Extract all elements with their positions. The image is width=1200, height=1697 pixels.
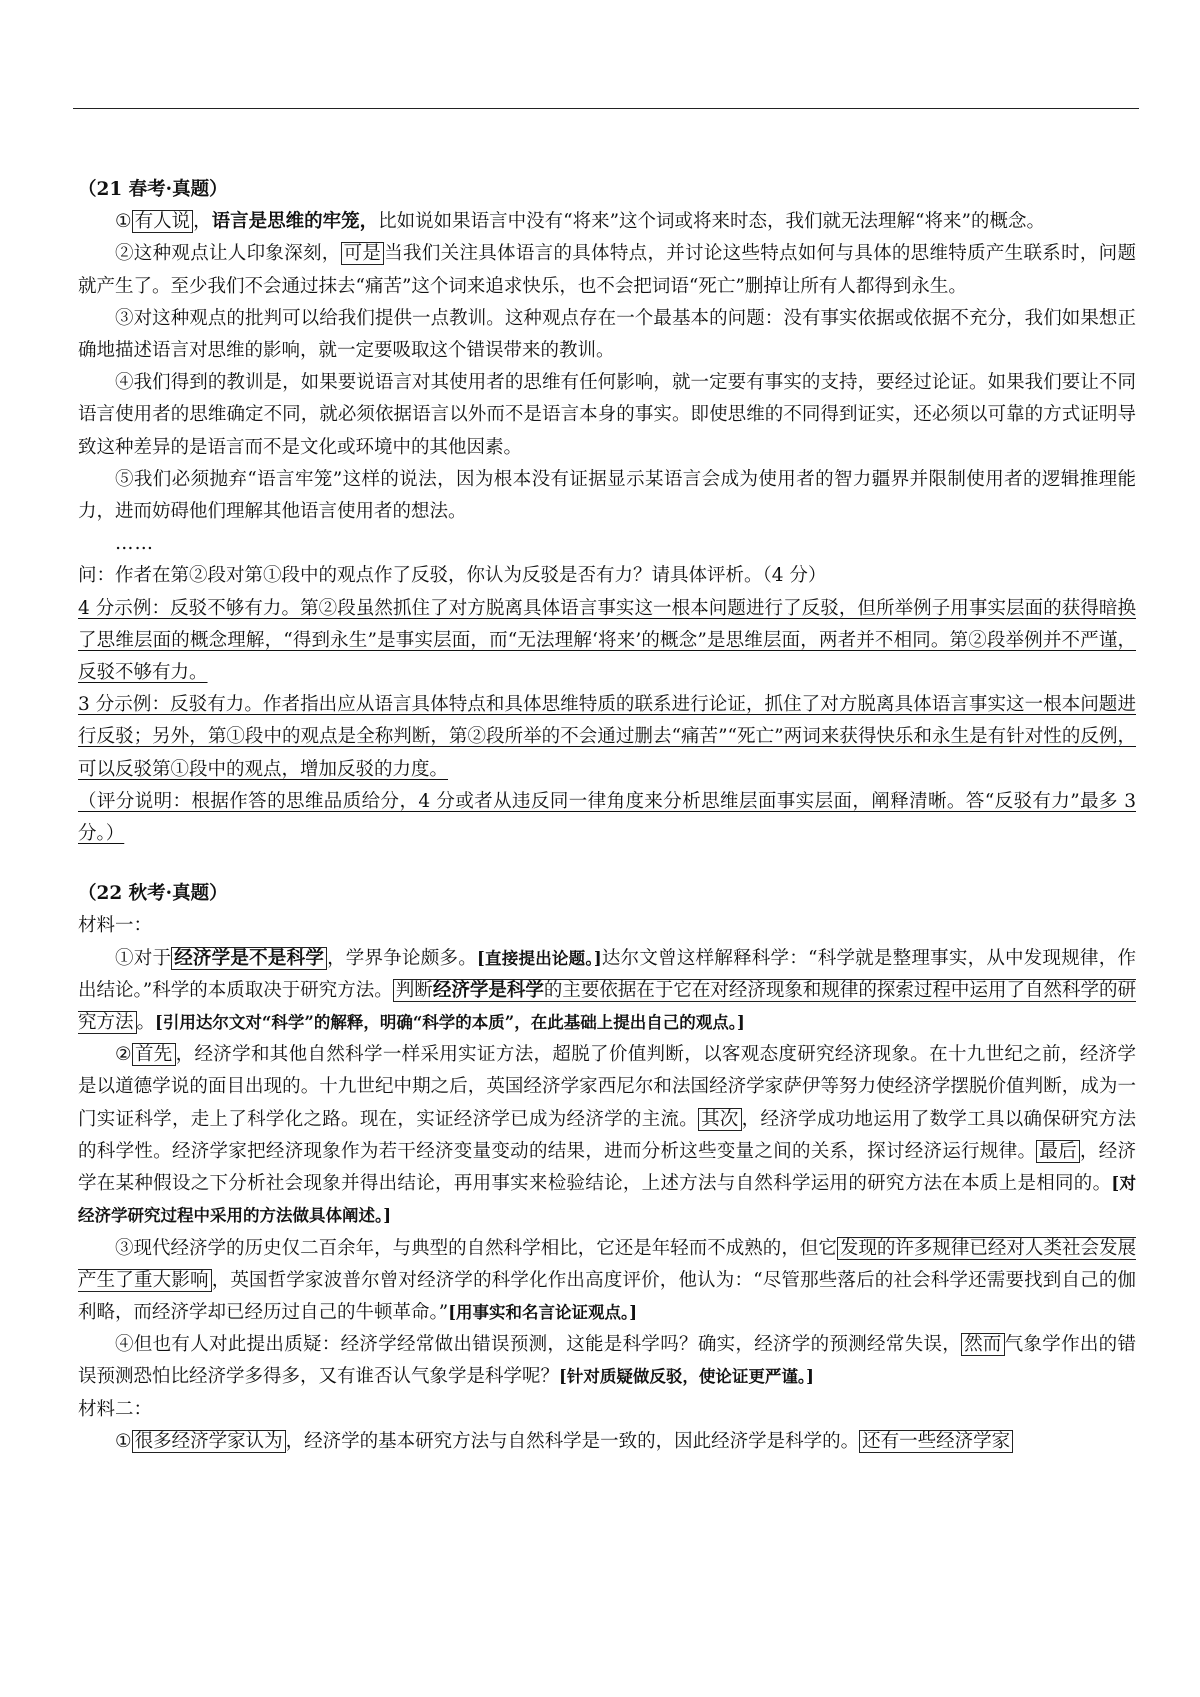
- material-2-label: 材料二：: [78, 1398, 153, 1420]
- s2-paragraph-1: [78, 943, 1136, 1040]
- s2-p2-b: ，经济学和其他自然科学一样采用实证方法，超脱了价值判断，以客观态度研究经济现象。在十九世纪之前，经济学是以道德学说的面目出现的。十九世纪中期之后，英国经济学家西尼尔和法国经济学家萨伊等努力使经济学摆脱价值判断，成为一门实证科学，走上了科学化之路。现在，实证经济学已成为经济学的主流。: [78, 1044, 1136, 1130]
- s2-p1-annotation-1: [直接提出论题。]: [476, 948, 602, 968]
- s1-p1-num: ①: [115, 211, 132, 233]
- s1-p2-a: ②这种观点让人印象深刻，: [115, 243, 341, 265]
- s1-p2-boxed: 可是: [341, 242, 385, 265]
- s2-p1-annotation-2: [引用达尔文对“科学”的解释，明确“科学的本质”，在此基础上提出自己的观点。]: [155, 1013, 745, 1033]
- s2-p3-annotation: [用事实和名言论证观点。]: [448, 1302, 638, 1322]
- s2-p4-boxed: 然而: [961, 1333, 1005, 1356]
- s2-p2-boxed-last: 最后: [1036, 1140, 1080, 1163]
- s2-p1-boxed-topic: 经济学是不是科学: [171, 947, 327, 970]
- s2-p5-boxed-2: 还有一些经济学家: [859, 1430, 1013, 1453]
- s2-p1-thesis-c: 的主要依据在于它在对经济现象和规律的探索过程中运用了自然科学的研究方法: [78, 979, 1136, 1034]
- s2-p1-b: ，学界争论颇多。: [327, 947, 477, 969]
- s1-p1-bold: 语言是思维的牢笼，: [211, 211, 379, 233]
- s2-p2-boxed-first: 首先: [132, 1043, 176, 1066]
- s2-p1-d: 。: [136, 1012, 156, 1034]
- s2-p1-thesis-bold: 经济学是科学: [432, 979, 544, 1001]
- s2-paragraph-3: [78, 1233, 1136, 1330]
- s1-paragraph-2: [78, 238, 1136, 302]
- s2-p5-a: ①: [115, 1430, 132, 1452]
- section-title-21: （21 春考·真题）: [78, 179, 228, 200]
- s1-p1-rest: 比如说如果语言中没有“将来”这个词或将来时态，我们就无法理解“将来”的概念。: [378, 211, 1045, 233]
- s1-scoring-note: （评分说明：根据作答的思维品质给分，4 分或者从违反同一律角度来分析思维层面事实层面，阐释清晰。答“反驳有力”最多 3 分。）: [78, 790, 1136, 845]
- s2-p1-thesis-a: 判断: [395, 979, 433, 1001]
- s1-question: 问：作者在第②段对第①段中的观点作了反驳，你认为反驳是否有力？请具体评析。（4 分）: [78, 565, 827, 587]
- s2-paragraph-2: [78, 1039, 1136, 1232]
- s2-p2-annotation: [对经济学研究过程中采用的方法做具体阐述。]: [78, 1174, 1136, 1226]
- s1-ellipsis: ……: [115, 533, 154, 555]
- s2-p5-boxed-1: 很多经济学家认为: [132, 1430, 286, 1453]
- s2-p4-b: 气象学作出的错误预测恐怕比经济学多得多，又有谁否认气象学是科学呢？: [78, 1334, 1136, 1388]
- s2-p1-a: ①对于: [115, 947, 172, 969]
- s2-paragraph-5: [78, 1426, 1136, 1458]
- s2-p2-c: ，经济学成功地运用了数学工具以确保研究方法的科学性。经济学家把经济现象作为若干经济变量变动的结果，进而分析这些变量之间的关系，探讨经济运行规律。: [78, 1108, 1136, 1162]
- s1-p2-b: 当我们关注具体语言的具体特点，并讨论这些特点如何与具体的思维特质产生联系时，问题就产生了。至少我们不会通过抹去“痛苦”这个词来追求快乐，也不会把词语“死亡”删掉让所有人都得到永生。: [78, 243, 1136, 297]
- s2-p1-c: 达尔文曾这样解释科学：“科学就是整理事实，从中发现规律，作出结论。”科学的本质取决于研究方法。: [78, 947, 1136, 1001]
- s2-p3-a: ③现代经济学的历史仅二百余年，与典型的自然科学相比，它还是年轻而不成熟的，但它: [115, 1237, 837, 1259]
- s2-p2-boxed-second: 其次: [698, 1108, 742, 1131]
- s1-paragraph-5: ⑤我们必须抛弃“语言牢笼”这样的说法，因为根本没有证据显示某语言会成为使用者的智力疆界并限制使用者的逻辑推理能力，进而妨碍他们理解其他语言使用者的想法。: [78, 468, 1136, 523]
- s1-paragraph-3: ③对这种观点的批判可以给我们提供一点教训。这种观点存在一个最基本的问题：没有事实依据或依据不充分，我们如果想正确地描述语言对思维的影响，就一定要吸取这个错误带来的教训。: [78, 307, 1136, 362]
- s2-p4-annotation: [针对质疑做反驳，使论证更严谨。]: [559, 1367, 814, 1387]
- section-title-22: （22 秋考·真题）: [78, 883, 228, 905]
- s1-answer-3pt: 3 分示例：反驳有力。作者指出应从语言具体特点和具体思维特质的联系进行论证，抓住了对方脱离具体语言事实这一根本问题进行反驳；另外，第①段中的观点是全称判断，第②段所举的不会通过删去“痛苦”“死亡”两词来获得快乐和永生是有针对性的反例，可以反驳第①段中的观点，增加反驳的力度。: [78, 694, 1136, 780]
- s1-paragraph-4: ④我们得到的教训是，如果要说语言对其使用者的思维有任何影响，就一定要有事实的支持，要经过论证。如果我们要让不同语言使用者的思维确定不同，就必须依据语言以外而不是语言本身的事实。即使思维的不同得到证实，还必须以可靠的方式证明导致这种差异的是语言而不是文化或环境中的其他因素。: [78, 372, 1136, 458]
- s1-p1-boxed: 有人说: [132, 210, 194, 233]
- s1-paragraph-1: [78, 206, 1136, 238]
- header-rule: [73, 108, 1139, 109]
- s2-p2-d: ，经济学在某种假设之下分析社会现象并得出结论，再用事实来检验结论，上述方法与自然科学运用的研究方法在本质上是相同的。: [78, 1140, 1136, 1195]
- s2-p2-a: ②: [115, 1044, 132, 1066]
- s2-p4-a: ④但也有人对此提出质疑：经济学经常做出错误预测，这能是科学吗？确实，经济学的预测经常失误，: [115, 1334, 962, 1356]
- s1-p1-sep: ，: [193, 211, 212, 233]
- s2-p5-b: ，经济学的基本研究方法与自然科学是一致的，因此经济学是科学的。: [285, 1430, 860, 1452]
- material-1-label: 材料一：: [78, 915, 153, 937]
- s2-paragraph-4: [78, 1329, 1136, 1393]
- s2-p3-b: ，英国哲学家波普尔曾对经济学的科学化作出高度评价，他认为：“尽管那些落后的社会科学还需要找到自己的伽利略，而经济学却已经历过自己的牛顿革命。”: [78, 1269, 1136, 1323]
- s1-answer-4pt: 4 分示例：反驳不够有力。第②段虽然抓住了对方脱离具体语言事实这一根本问题进行了反驳，但所举例子用事实层面的获得暗换了思维层面的概念理解，“得到永生”是事实层面，而“无法理解‘将来’的概念”是思维层面，两者并不相同。第②段举例并不严谨，反驳不够有力。: [78, 597, 1136, 684]
- s2-p3-boxed: 发现的许多规律已经对人类社会发展产生了重大影响: [78, 1237, 1136, 1291]
- document-body: [78, 174, 1136, 1458]
